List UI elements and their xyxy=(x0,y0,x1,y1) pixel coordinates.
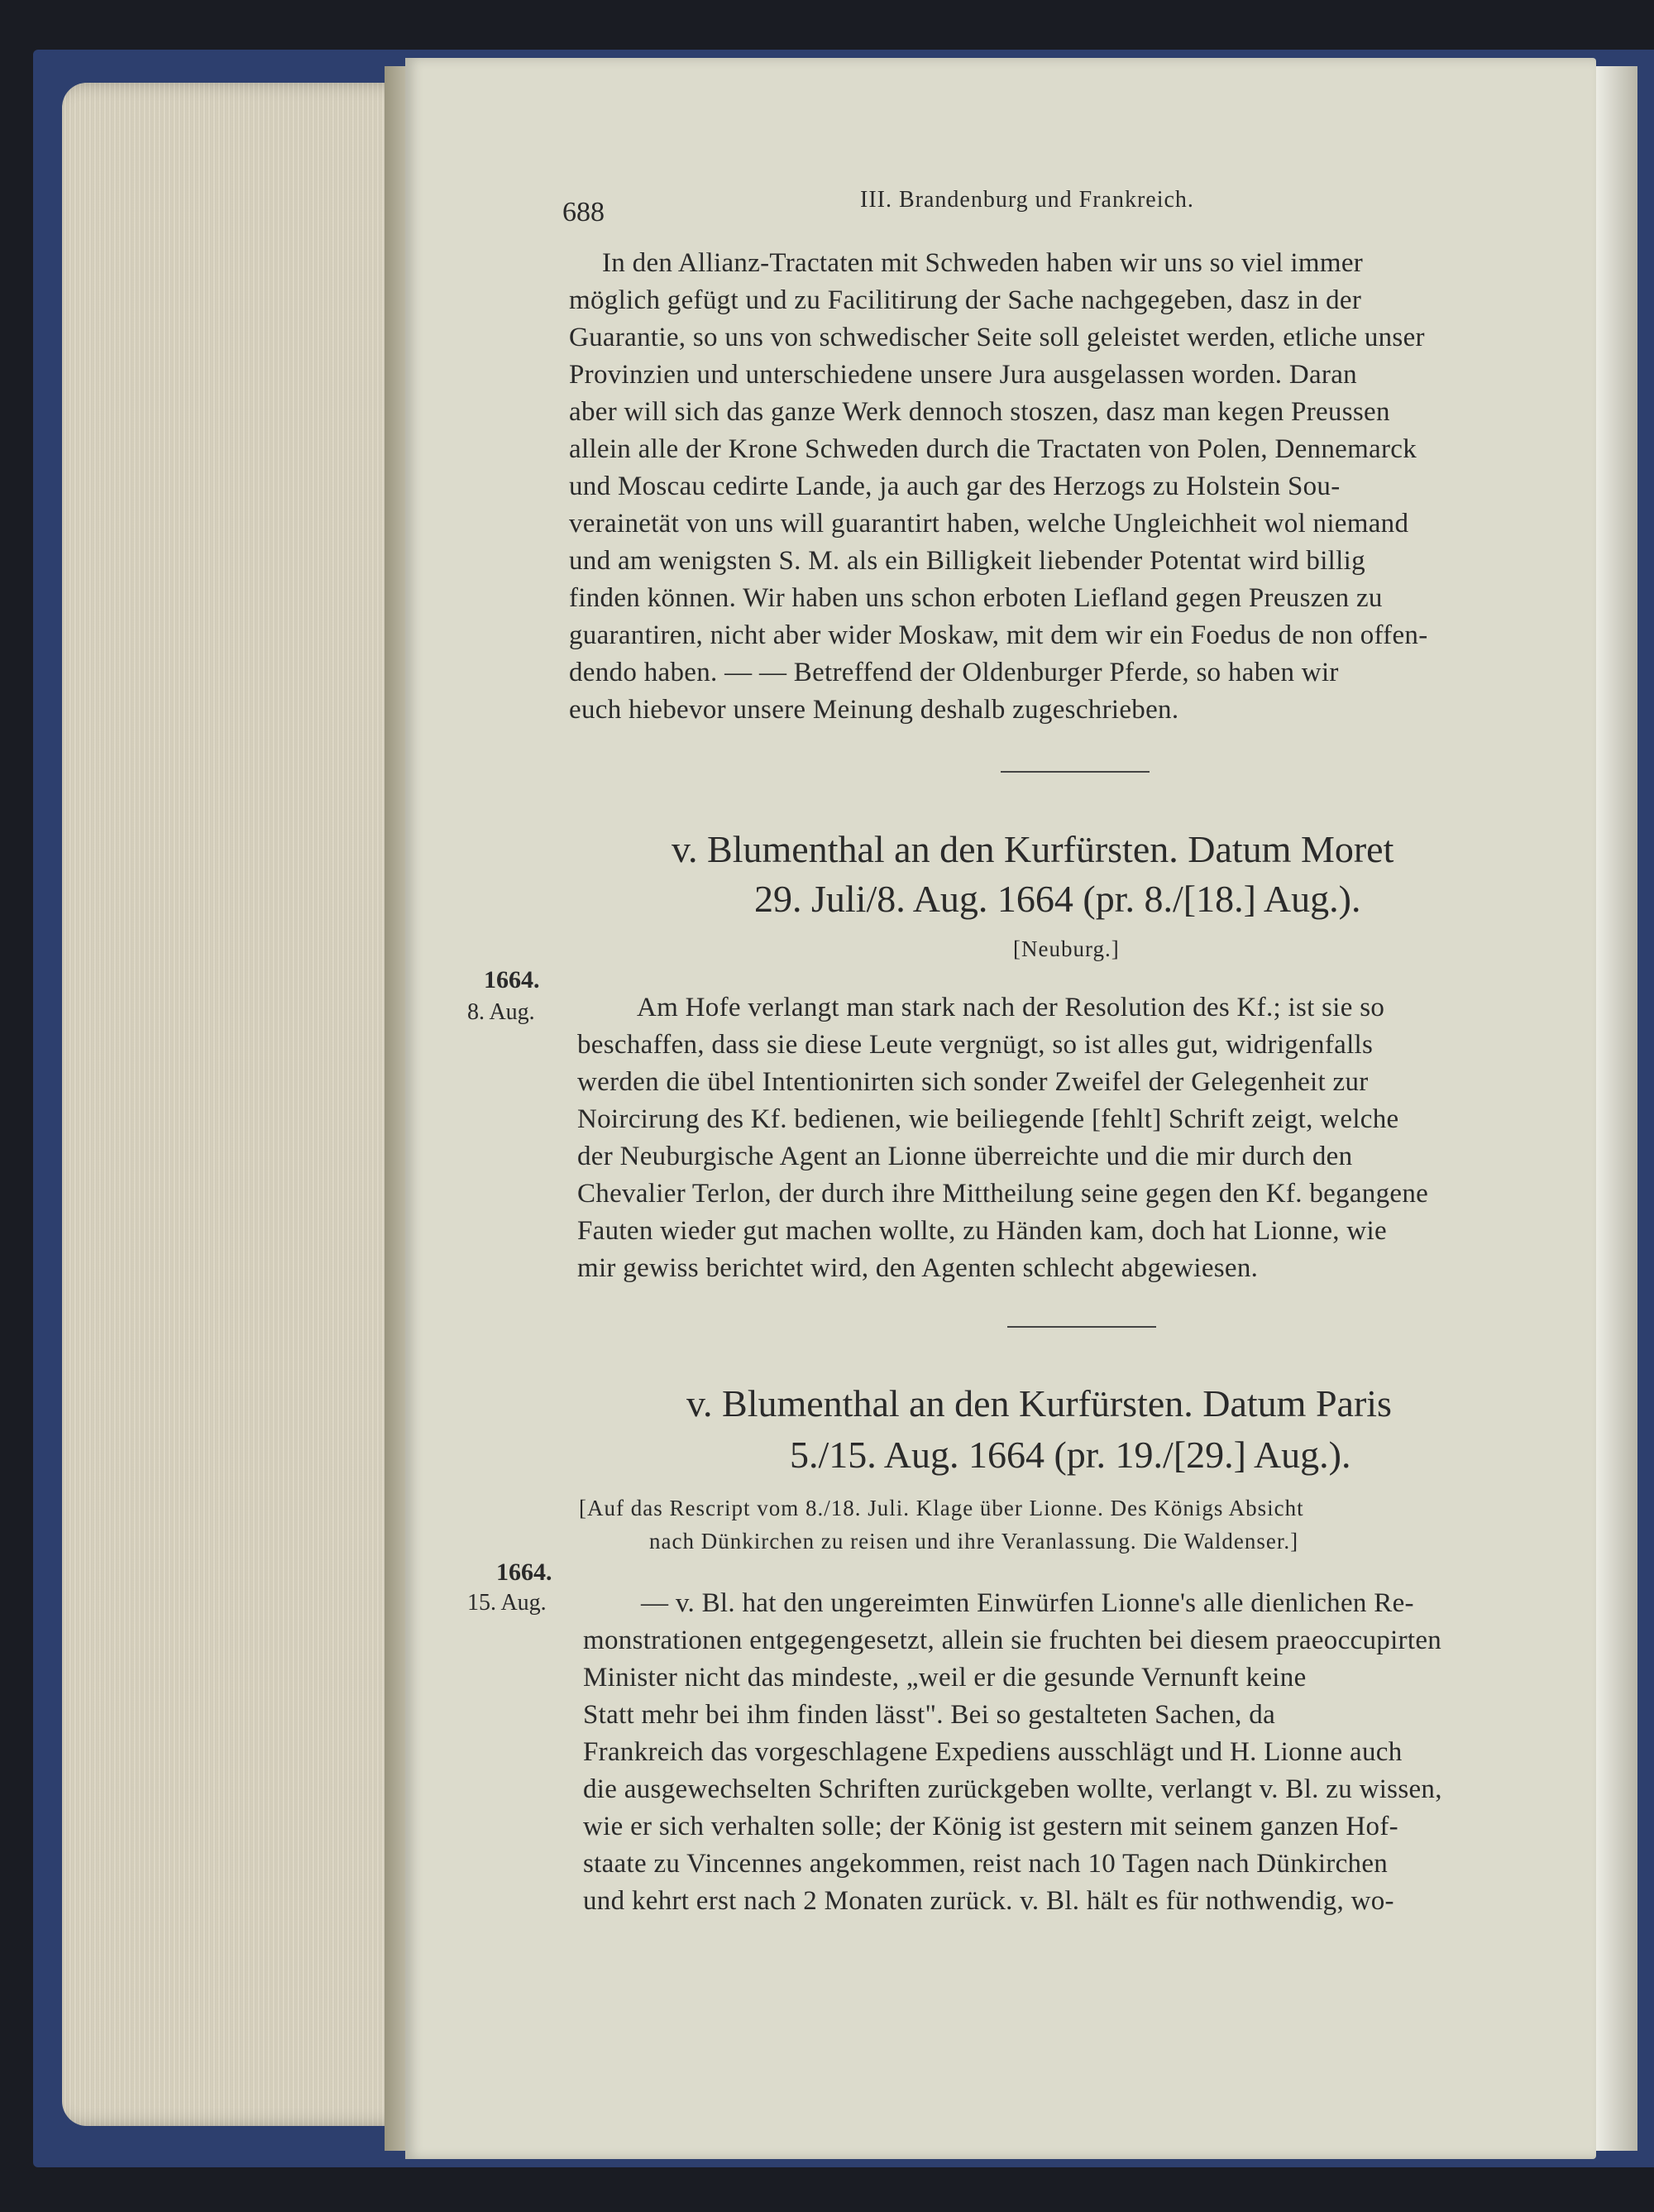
text-line: Am Hofe verlangt man stark nach der Resolution des Kf.; ist sie so xyxy=(637,993,1385,1022)
text-line: Noircirung des Kf. bedienen, wie beiliegende [fehlt] Schrift zeigt, welche xyxy=(577,1104,1399,1134)
text-line: monstrationen entgegengesetzt, allein sie fruchten bei diesem praeoccupirten xyxy=(583,1625,1442,1655)
text-line: Fauten wieder gut machen wollte, zu Händen kam, doch hat Lionne, wie xyxy=(577,1216,1387,1246)
summary-note: nach Dünkirchen zu reisen und ihre Veranlassung. Die Waldenser.] xyxy=(649,1529,1299,1554)
page-number: 688 xyxy=(562,197,605,227)
text-line: die ausgewechselten Schriften zurückgeben wollte, verlangt v. Bl. zu wissen, xyxy=(583,1774,1442,1804)
text-line: dendo haben. — — Betreffend der Oldenburger Pferde, so haben wir xyxy=(569,658,1339,687)
text-line: allein alle der Krone Schweden durch die Tractaten von Polen, Dennemarck xyxy=(569,434,1417,464)
text-line: finden können. Wir haben uns schon erboten Liefland gegen Preuszen zu xyxy=(569,583,1383,613)
margin-date: 8. Aug. xyxy=(467,999,535,1025)
text-line: möglich gefügt und zu Facilitirung der Sache nachgegeben, dasz in der xyxy=(569,285,1362,315)
margin-date: 15. Aug. xyxy=(467,1590,547,1616)
text-line: und kehrt erst nach 2 Monaten zurück. v. Bl. hält es für nothwendig, wo- xyxy=(583,1886,1394,1916)
section-heading-date: 29. Juli/8. Aug. 1664 (pr. 8./[18.] Aug.). xyxy=(754,878,1361,920)
section-divider xyxy=(1007,1326,1156,1328)
text-line: beschaffen, dass sie diese Leute vergnügt, so ist alles gut, widrigenfalls xyxy=(577,1030,1374,1060)
section-heading-date: 5./15. Aug. 1664 (pr. 19./[29.] Aug.). xyxy=(790,1434,1351,1476)
text-line: aber will sich das ganze Werk dennoch stoszen, dasz man kegen Preussen xyxy=(569,397,1390,427)
margin-year: 1664. xyxy=(484,966,540,993)
text-line: staate zu Vincennes angekommen, reist nach 10 Tagen nach Dünkirchen xyxy=(583,1849,1389,1879)
text-line: Provinzien und unterschiedene unsere Jura ausgelassen worden. Daran xyxy=(569,360,1357,390)
margin-year: 1664. xyxy=(496,1558,552,1586)
text-line: mir gewiss berichtet wird, den Agenten schlecht abgewiesen. xyxy=(577,1253,1259,1283)
text-line: Frankreich das vorgeschlagene Expediens ausschlägt und H. Lionne auch xyxy=(583,1737,1403,1767)
text-line: — v. Bl. hat den ungereimten Einwürfen Lionne's alle dienlichen Re- xyxy=(641,1588,1414,1618)
text-line: werden die übel Intentionirten sich sonder Zweifel der Gelegenheit zur xyxy=(577,1067,1369,1097)
text-line: Guarantie, so uns von schwedischer Seite soll geleistet werden, etliche unser xyxy=(569,323,1425,352)
section-heading: v. Blumenthal an den Kurfürsten. Datum Moret xyxy=(672,828,1394,870)
text-line: Chevalier Terlon, der durch ihre Mittheilung seine gegen den Kf. begangene xyxy=(577,1179,1429,1209)
text-line: der Neuburgische Agent an Lionne überreichte und die mir durch den xyxy=(577,1142,1353,1171)
text-line: euch hiebevor unsere Meinung deshalb zugeschrieben. xyxy=(569,695,1179,725)
text-line: In den Allianz-Tractaten mit Schweden haben wir uns so viel immer xyxy=(602,248,1364,278)
summary-note: [Auf das Rescript vom 8./18. Juli. Klage über Lionne. Des Königs Absicht xyxy=(579,1496,1304,1520)
running-head: III. Brandenburg und Frankreich. xyxy=(860,187,1194,213)
section-divider xyxy=(1001,771,1150,773)
text-line: verainetät von uns will guarantirt haben, welche Ungleichheit wol niemand xyxy=(569,509,1409,539)
facing-page-edge xyxy=(1596,66,1637,2151)
text-line: Minister nicht das mindeste, „weil er die gesunde Vernunft keine xyxy=(583,1663,1307,1693)
page-stack xyxy=(62,83,409,2126)
text-line: guarantiren, nicht aber wider Moskaw, mit dem wir ein Foedus de non offen- xyxy=(569,620,1428,650)
text-line: Statt mehr bei ihm finden lässt". Bei so gestalteten Sachen, da xyxy=(583,1700,1276,1730)
section-heading: v. Blumenthal an den Kurfürsten. Datum Paris xyxy=(686,1382,1392,1424)
text-line: und Moscau cedirte Lande, ja auch gar des Herzogs zu Holstein Sou- xyxy=(569,472,1341,501)
text-line: und am wenigsten S. M. als ein Billigkeit liebender Potentat wird billig xyxy=(569,546,1365,576)
text-line: wie er sich verhalten solle; der König ist gestern mit seinem ganzen Hof- xyxy=(583,1812,1398,1841)
place-note: [Neuburg.] xyxy=(1013,936,1120,961)
